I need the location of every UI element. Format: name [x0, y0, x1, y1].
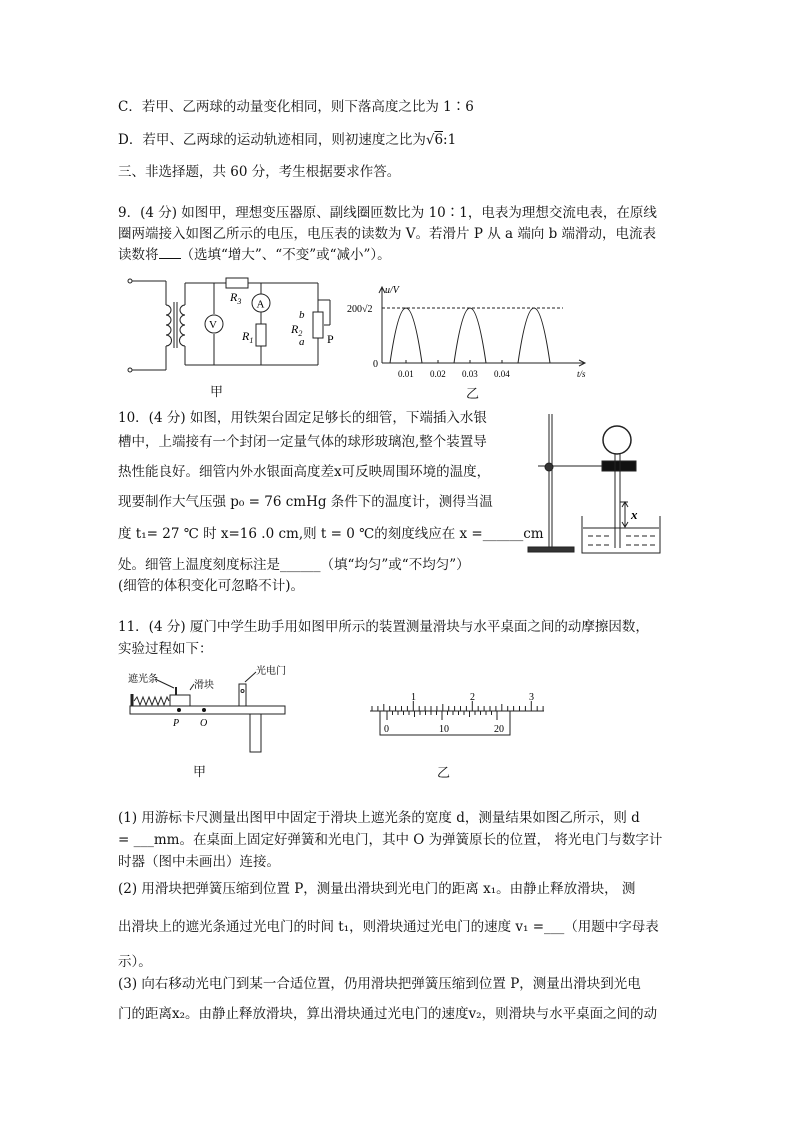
q11-step2-line-3: 示）。	[118, 954, 152, 970]
q10-line-6: 处。细管上温度刻度标注是______（填“均匀”或“不均匀”）	[118, 557, 470, 573]
q9-fig-jia-caption: 甲	[210, 385, 224, 400]
option-d: D．若甲、乙两球的运动轨迹相同，则初速度之比为√6:1	[118, 132, 457, 148]
r3-label: $R_3$	[230, 290, 242, 306]
q10-line-3: 热性能良好。细管内外水银面高度差x可反映周围环境的温度，	[118, 464, 491, 480]
q11-apparatus-diagram	[118, 662, 293, 762]
q10-thermometer-apparatus	[518, 408, 668, 558]
main-scale-label: 2	[470, 692, 475, 703]
shade-strip-label: 遮光条	[128, 674, 158, 685]
tick-label: 0.01	[398, 369, 414, 379]
b-terminal-label: b	[299, 309, 305, 321]
q9-voltage-graph	[345, 283, 595, 388]
photogate-label: 光电门	[256, 666, 286, 677]
q11-line-2: 实验过程如下：	[118, 641, 213, 657]
q9-line-3: 读数将 （选填“增大”、“不变”或“减小”）。	[118, 247, 391, 263]
q10-line-7: (细管的体积变化可忽略不计)。	[118, 578, 305, 594]
main-scale-label: 3	[529, 692, 534, 703]
option-c: C．若甲、乙两球的动量变化相同，则下落高度之比为 1∶6	[118, 99, 474, 115]
y-axis-label: u/V	[385, 285, 399, 296]
section-heading: 三、非选择题，共 60 分，考生根据要求作答。	[118, 164, 401, 180]
q11-step2-line-1: (2) 用滑块把弹簧压缩到位置 P，测量出滑块到光电门的距离 x₁。由静止释放滑块， 测	[118, 881, 636, 897]
point-p-label: P	[173, 718, 180, 729]
ammeter-label: A	[256, 298, 265, 311]
origin-label: 0	[373, 359, 378, 370]
q9-circuit-diagram	[118, 270, 348, 385]
tick-label: 0.02	[430, 369, 446, 379]
vernier-scale-label: 0	[384, 724, 389, 735]
q11-step2-line-2: 出滑块上的遮光条通过光电门的时间 t₁，则滑块通过光电门的速度 v₁ =___（用题中字母表	[118, 919, 659, 935]
slider-block-label: 滑块	[194, 680, 214, 691]
q9-line-1: 9．(4 分) 如图甲，理想变压器原、副线圈匝数比为 10∶1，电表为理想交流电表，在原线	[118, 205, 657, 221]
y-max-label: 200√2	[347, 304, 373, 315]
q9-answer-blank[interactable]	[159, 258, 181, 259]
q10-line-1: 10．(4 分) 如图，用铁架台固定足够长的细管，下端插入水银	[118, 410, 487, 426]
main-scale-label: 1	[411, 692, 416, 703]
q11-step1-line-3: 时器（图中未画出）连接。	[118, 854, 280, 870]
q11-fig-jia-caption: 甲	[193, 765, 207, 780]
q10-line-5: 度 t₁= 27 ℃ 时 x=16 .0 cm,则 t = 0 ℃的刻度线应在 x =______cm	[118, 526, 544, 542]
slider-p-label: P	[327, 332, 334, 346]
voltmeter-label: V	[209, 319, 217, 331]
tick-label: 0.03	[462, 369, 478, 379]
q11-step3-line-1: (3) 向右移动光电门到某一合适位置，仍用滑块把弹簧压缩到位置 P，测量出滑块到光电	[118, 976, 641, 992]
point-o-label: O	[200, 718, 208, 729]
q10-line-2: 槽中，上端接有一个封闭一定量气体的球形玻璃泡,整个装置导	[118, 434, 487, 450]
q11-step3-line-2: 门的距离x₂。由静止释放滑块，算出滑块通过光电门的速度v₂，则滑块与水平桌面之间的动	[118, 1006, 658, 1022]
x-height-label: x	[631, 507, 638, 522]
q11-step1-line-2: = ___mm。在桌面上固定好弹簧和光电门，其中 O 为弹簧原长的位置， 将光电门与数字计	[118, 832, 663, 848]
tick-label: 0.04	[494, 369, 510, 379]
q11-line-1: 11．(4 分) 厦门中学生助手用如图甲所示的装置测量滑块与水平桌面之间的动摩擦因数，	[118, 619, 649, 635]
a-terminal-label: a	[299, 336, 305, 348]
vernier-scale-label: 20	[494, 724, 504, 735]
r2-label: $R_2$	[291, 322, 303, 338]
q11-vernier-caliper	[368, 688, 548, 740]
x-axis-label: t/s	[577, 369, 586, 379]
q11-step1-line-1: (1) 用游标卡尺测量出图甲中固定于滑块上遮光条的宽度 d，测量结果如图乙所示，则 d	[118, 810, 640, 826]
q11-fig-yi-caption: 乙	[437, 766, 451, 781]
q9-fig-yi-caption: 乙	[466, 387, 480, 402]
q10-line-4: 现要制作大气压强 p₀ = 76 cmHg 条件下的温度计，测得当温	[118, 494, 493, 510]
vernier-scale-label: 10	[439, 724, 449, 735]
q9-line-2: 圈两端接入如图乙所示的电压，电压表的读数为 V。若滑片 P 从 a 端向 b 端滑动，电流表	[118, 226, 657, 242]
r1-label: $R_1$	[242, 329, 254, 345]
